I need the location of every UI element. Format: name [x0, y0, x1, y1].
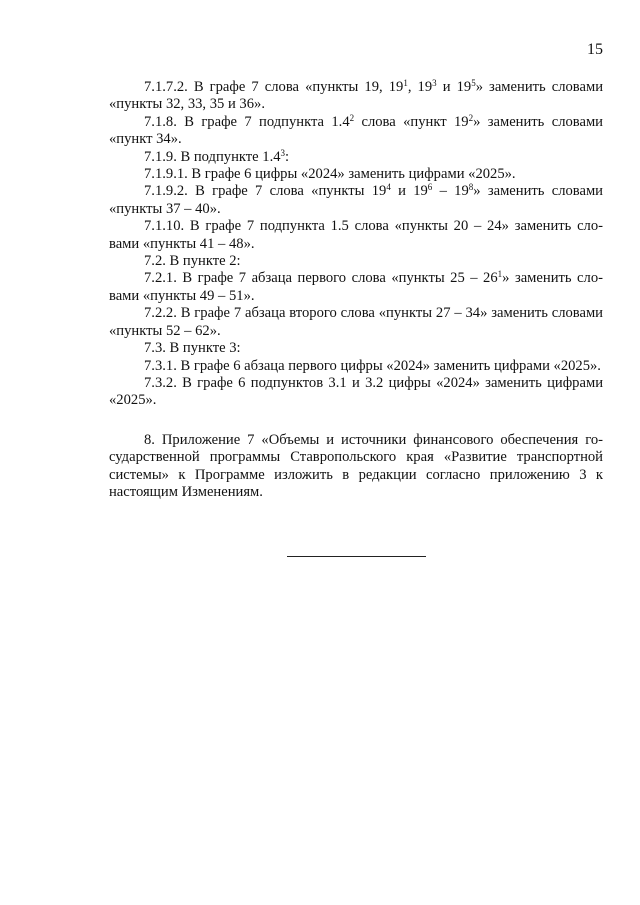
superscript: 6 [427, 182, 433, 193]
text-run: 7.2. В пункте 2: [144, 253, 241, 270]
paragraph [109, 305, 603, 340]
superscript: 2 [349, 112, 355, 123]
text-run: » заменить словами «пункты 49 – 51». [109, 270, 603, 304]
superscript: 2 [468, 112, 474, 123]
superscript: 1 [497, 269, 503, 280]
superscript: 1 [403, 78, 408, 88]
text-run: 7.2.1. В графе 7 абзаца первого слова «пункты 25 – 26 [144, 270, 498, 287]
text-run: – 19 [432, 183, 469, 200]
text-run: 7.2.2. В графе 7 абзаца второго слова «пункты 27 – 34» заменить словами «пункты 52 – 62». [109, 305, 603, 339]
text-run: » заменить словами «пункты 32, 33, 35 и 36». [109, 79, 604, 113]
text-run: 7.1.9.2. В графе 7 слова «пункты 19 [144, 183, 387, 200]
text-run: » заменить словами «пункт 34». [109, 113, 603, 148]
text-run: и 19 [390, 183, 428, 200]
text-run: 7.3.2. В графе 6 подпунктов 3.1 и 3.2 цифры «2024» заменить цифрами «2025». [109, 374, 603, 409]
paragraph [109, 358, 603, 375]
superscript: 3 [280, 147, 286, 158]
text-run: 7.1.10. В графе 7 подпункта 1.5 слова «пункты 20 – 24» заменить словами «пункты 41 – 48». [109, 218, 603, 252]
text-run: и 19 [436, 79, 472, 95]
superscript: 4 [386, 182, 391, 193]
paragraph [109, 149, 603, 166]
paragraph [109, 166, 603, 183]
document-body [109, 79, 603, 501]
paragraph [109, 114, 603, 149]
paragraph [109, 218, 603, 253]
text-run: 7.1.7.2. В графе 7 слова «пункты 19, 19 [144, 79, 404, 95]
paragraph [109, 270, 603, 305]
text-run: слова «пункт 19 [354, 113, 469, 130]
page-number: 15 [587, 41, 603, 58]
text-run: 7.3.1. В графе 6 абзаца первого цифры «2024» заменить цифрами «2025». [144, 357, 601, 374]
text-run: 7.1.8. В графе 7 подпункта 1.4 [144, 113, 350, 130]
closing-divider-line [287, 556, 426, 557]
paragraph [109, 432, 603, 502]
text-run: » заменить словами «пункты 37 – 40». [109, 183, 603, 217]
superscript: 3 [432, 78, 437, 88]
paragraph [109, 375, 603, 410]
paragraph [109, 183, 603, 218]
text-run: 8. Приложение 7 «Объемы и источники финансового обеспечения государственной программы Ставропольского края «Развитие транспортной системы» к Программе изложить в редакции согласно приложению 3 к настоящим Изменениям. [109, 431, 603, 500]
superscript: 5 [471, 78, 476, 88]
superscript: 8 [468, 182, 474, 193]
paragraph [109, 340, 603, 357]
paragraph [109, 79, 603, 114]
text-run: 7.3. В пункте 3: [144, 340, 241, 357]
text-run: , 19 [407, 79, 433, 95]
text-run: : [285, 148, 290, 165]
text-run: 7.1.9. В подпункте 1.4 [144, 148, 281, 165]
paragraph [109, 253, 603, 270]
text-run: 7.1.9.1. В графе 6 цифры «2024» заменить цифрами «2025». [144, 166, 516, 183]
